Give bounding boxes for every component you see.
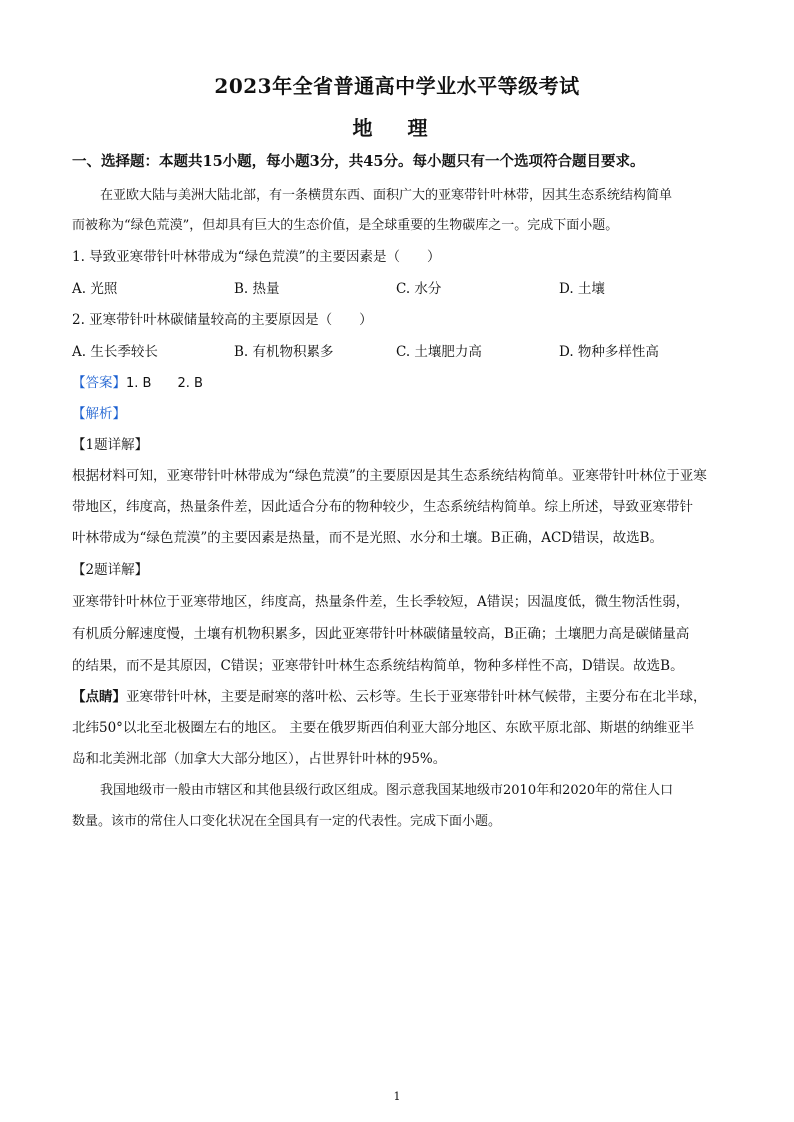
passage1-line: 而被称为“绿色荒漠”，但却具有巨大的生态价值，是全球重要的生物碳库之一。完成下面小题。 — [72, 218, 619, 233]
detail1-line: 叶林带成为“绿色荒漠”的主要因素是热量，而不是光照、水分和土壤。B正确，ACD错误，故选B。 — [72, 530, 664, 546]
comment-tag: 【点睛】 — [72, 689, 126, 705]
exam-title: 2023年全省普通高中学业水平等级考试 — [214, 74, 580, 98]
detail1-line: 带地区，纬度高，热量条件差，因此适合分布的物种较少，生态系统结构简单。综上所述，导致亚寒带针 — [72, 499, 693, 515]
passage2-line: 数量。该市的常住人口变化状况在全国具有一定的代表性。完成下面小题。 — [72, 814, 502, 829]
comment-line — [72, 685, 732, 705]
option-d: D. 土壤 — [559, 281, 605, 297]
option-d: D. 物种多样性高 — [559, 344, 659, 360]
detail2-line: 有机质分解速度慢，土壤有机物积累多，因此亚寒带针叶林碳储量较高，B正确；土壤肥力高是碳储量高 — [72, 626, 690, 642]
detail2-tag: 【2题详解】 — [72, 562, 149, 578]
passage2-line: 我国地级市一般由市辖区和其他县级行政区组成。图示意我国某地级市2010年和2020年的常住人口 — [100, 783, 674, 798]
answer-tag: 【答案】 — [72, 375, 126, 391]
detail1-line: 根据材料可知，亚寒带针叶林带成为“绿色荒漠”的主要原因是其生态系统结构简单。亚寒带针叶林位于亚寒 — [72, 468, 707, 484]
comment-text: 亚寒带针叶林，主要是耐寒的落叶松、云杉等。生长于亚寒带针叶林气候带，主要分布在北半球， — [126, 689, 707, 705]
comment-line: 北纬50°以北至北极圈左右的地区。 主要在俄罗斯西伯利亚大部分地区、东欧平原北部、斯堪的纳维亚半 — [72, 720, 695, 736]
detail1-tag: 【1题详解】 — [72, 437, 149, 453]
option-c: C. 水分 — [396, 281, 442, 297]
option-b: B. 有机物积累多 — [234, 344, 334, 360]
option-a: A. 生长季较长 — [72, 344, 158, 360]
question-1-stem: 1. 导致亚寒带针叶林带成为“绿色荒漠”的主要因素是（ ） — [72, 249, 441, 265]
page-number: 1 — [393, 1090, 401, 1103]
detail2-line: 亚寒带针叶林位于亚寒带地区，纬度高，热量条件差，生长季较短，A错误；因温度低，微生物活性弱， — [72, 594, 690, 610]
passage1-line: 在亚欧大陆与美洲大陆北部，有一条横贯东西、面积广大的亚寒带针叶林带，因其生态系统结构简单 — [100, 188, 673, 203]
detail2-line: 的结果，而不是其原因，C错误；亚寒带针叶林生态系统结构简单，物种多样性不高，D错误。故选B。 — [72, 658, 684, 674]
subject-title: 地 理 — [352, 116, 442, 140]
question-2-stem: 2. 亚寒带针叶林碳储量较高的主要原因是（ ） — [72, 312, 373, 328]
option-c: C. 土壤肥力高 — [396, 344, 482, 360]
analysis-tag: 【解析】 — [72, 406, 126, 422]
section-heading: 一、选择题：本题共15小题，每小题3分，共45分。每小题只有一个选项符合题目要求。 — [72, 153, 645, 170]
comment-line: 岛和北美洲北部（加拿大大部分地区），占世界针叶林的95%。 — [72, 751, 447, 767]
option-b: B. 热量 — [234, 281, 280, 297]
answer-line — [72, 371, 732, 391]
answer-text: 1. B 2. B — [126, 376, 203, 391]
option-a: A. 光照 — [72, 281, 118, 297]
